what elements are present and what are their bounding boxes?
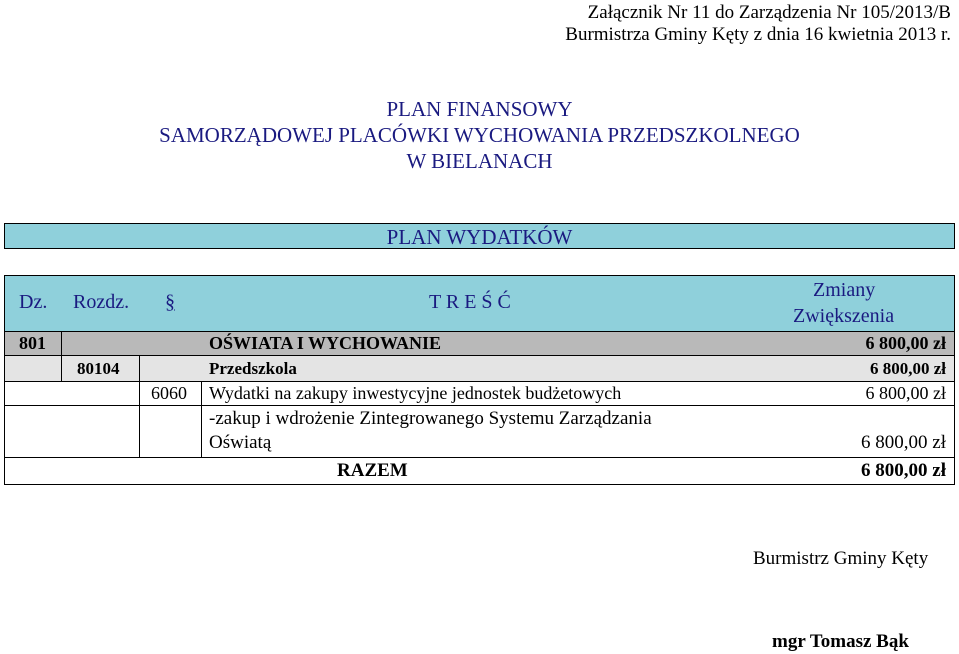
column-divider [139, 356, 140, 381]
cell-rozdz: 80104 [77, 359, 120, 378]
column-divider [201, 382, 202, 405]
table-row-description [5, 406, 954, 458]
cell-amount: 6 800,00 zł [865, 383, 946, 403]
table-row-dzial [5, 332, 954, 356]
cell-amount: 6 800,00 zł [861, 432, 946, 453]
plan-title-line2: SAMORZĄDOWEJ PLACÓWKI WYCHOWANIA PRZEDSZKOLNEGO [159, 123, 800, 147]
cell-amount: 6 800,00 zł [865, 333, 946, 353]
expenditure-table [4, 275, 955, 485]
signature-name: mgr Tomasz Bąk [772, 631, 909, 652]
table-row-paragraf [5, 382, 954, 406]
header-dz: Dz. [19, 291, 48, 313]
table-header-row [5, 276, 954, 332]
cell-description-line1: -zakup i wdrożenie Zintegrowanego Systemu Zarządzania [209, 408, 652, 429]
cell-tresc: OŚWIATA I WYCHOWANIE [209, 333, 442, 353]
cell-tresc: Przedszkola [209, 359, 297, 378]
cell-dz: 801 [19, 333, 46, 353]
plan-title-line3: W BIELANACH [406, 149, 553, 173]
column-divider [201, 406, 202, 457]
header-zwiekszenia: Zwiększenia [793, 305, 895, 327]
total-amount: 6 800,00 zł [861, 460, 946, 481]
header-rozdz: Rozdz. [73, 291, 130, 313]
signature-title: Burmistrz Gminy Kęty [753, 548, 929, 569]
annex-header-line1: Załącznik Nr 11 do Zarządzenia Nr 105/2013/B [587, 2, 951, 23]
cell-amount: 6 800,00 zł [869, 359, 946, 378]
cell-paragraf: 6060 [151, 383, 187, 403]
cell-tresc: Wydatki na zakupy inwestycyjne jednostek budżetowych [209, 383, 622, 403]
header-zmiany: Zmiany [813, 279, 876, 301]
column-divider [61, 356, 62, 381]
annex-header-line2: Burmistrza Gminy Kęty z dnia 16 kwietnia 2013 r. [565, 24, 951, 45]
header-paragraf: § [165, 291, 175, 313]
table-row-total [5, 458, 954, 484]
cell-description-line2: Oświatą [209, 432, 272, 453]
plan-title-line1: PLAN FINANSOWY [386, 97, 573, 121]
table-row-rozdzial [5, 356, 954, 382]
column-divider [139, 382, 140, 405]
column-divider [61, 332, 62, 355]
section-title-plan-wydatkow: PLAN WYDATKÓW [4, 223, 955, 249]
total-label: RAZEM [337, 460, 408, 481]
header-tresc: T R E Ś Ć [429, 291, 511, 313]
column-divider [139, 406, 140, 457]
